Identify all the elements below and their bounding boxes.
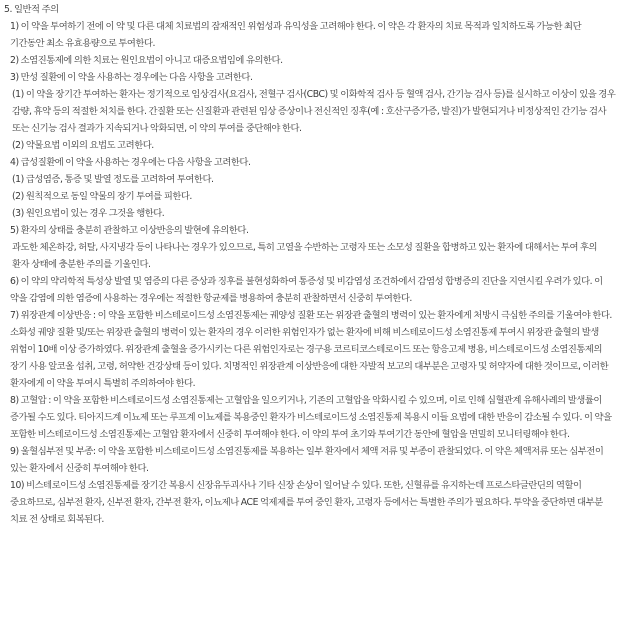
paragraph-4-1: (1) 급성염증, 통증 및 발열 정도를 고려하여 투여한다. (12, 174, 214, 185)
paragraph-4: 4) 급성질환에 이 약을 사용하는 경우에는 다음 사항을 고려한다. (10, 157, 251, 168)
paragraph-6: 6) 이 약의 약리학적 특성상 발열 및 염증의 다른 증상과 징후를 불현성화하여 통증성 및 비감염성 조건하에서 감염성 합병증의 진단을 지연시킬 우려가 있다. 이 약을 감염에 의한 염증에 사용하는 경우에는 적절한 항균제를 병용하여 충분히 관찰하면서 신중히 투여한다. (10, 276, 603, 304)
paragraph-3: 3) 만성 질환에 이 약을 사용하는 경우에는 다음 사항을 고려한다. (10, 72, 253, 83)
paragraph-9: 9) 울혈심부전 및 부종: 이 약을 포함한 비스테로이드성 소염진통제를 복용하는 일부 환자에서 체액 저류 및 부종이 관찰되었다. 이 약은 체액저류 또는 심부전이 있는 환자에서 신중히 투여해야 한다. (10, 446, 604, 474)
section-heading: 5. 일반적 주의 (4, 4, 59, 15)
paragraph-5-detail: 과도한 체온하강, 허탈, 사지냉각 등이 나타나는 경우가 있으므로, 특히 고열을 수반하는 고령자 또는 소모성 질환을 합병하고 있는 환자에 대해서는 투여 후의 환자 상태에 충분한 주의를 기울인다. (12, 242, 598, 270)
paragraph-3-2: (2) 약물요법 이외의 요법도 고려한다. (12, 140, 154, 151)
paragraph-1: 1) 이 약을 투여하기 전에 이 약 및 다른 대체 치료법의 잠재적인 위험성과 유익성을 고려해야 한다. 이 약은 각 환자의 치료 목적과 일치하도록 가능한 최단 기간동안 최소 유효용량으로 투여한다. (10, 21, 582, 49)
paragraph-4-3: (3) 원인요법이 있는 경우 그것을 행한다. (12, 208, 165, 219)
paragraph-2: 2) 소염진통제에 의한 치료는 원인요법이 아니고 대증요법임에 유의한다. (10, 55, 283, 66)
paragraph-10: 10) 비스테로이드성 소염진통제를 장기간 복용시 신장유두괴사나 기타 신장 손상이 일어날 수 있다. 또한, 신혈류를 유지하는데 프로스타글란딘의 역할이 중요하므로, 심부전 환자, 신부전 환자, 간부전 환자, 이뇨제나 ACE 억제제를 투여 중인 환자, 고령자 등에서는 특별한 주의가 필요하다. 투약을 중단하면 대부분 치료 전 상태로 회복된다. (10, 480, 603, 525)
paragraph-5: 5) 환자의 상태를 충분히 관찰하고 이상반응의 발현에 유의한다. (10, 225, 249, 236)
paragraph-4-2: (2) 원칙적으로 동일 약물의 장기 투여를 피한다. (12, 191, 192, 202)
paragraph-7: 7) 위장관계 이상반응 : 이 약을 포함한 비스테로이드성 소염진통제는 궤양성 질환 또는 위장관 출혈의 병력이 있는 환자에게 처방시 극심한 주의를 기울여야 한다. 소화성 궤양 질환 및/또는 위장관 출혈의 병력이 있는 환자의 경우 이러한 위험인자가 없는 환자에 비해 비스테로이드성 소염진통제 투여시 위장관 출혈의 발생 위험이 10배 이상 증가하였다. 위장관계 출혈을 증가시키는 다른 위험인자로는 경구용 코르티코스테로이드 또는 항응고제 병용, 비스테로이드성 소염진통제의 장기 사용 알코올 섭취, 고령, 허약한 건강상태 등이 있다. 치명적인 위장관계 이상반응에 대한 자발적 보고의 대부분은 고령자 및 허약자에 대한 것이므로, 이러한 환자에게 이 약을 투여시 특별히 주의하여야 한다. (10, 310, 612, 389)
paragraph-3-1: (1) 이 약을 장기간 투여하는 환자는 정기적으로 임상검사(요검사, 전혈구 검사(CBC) 및 이화학적 검사 등 혈액 검사, 간기능 검사 등)를 실시하고 이상이 있을 경우 감량, 휴약 등의 적절한 처치를 한다. 간질환 또는 신질환과 관련된 임상 증상이나 전신적인 징후(예 : 호산구증가증, 발진)가 발현되거나 비정상적인 간기능 검사 또는 신기능 검사 결과가 지속되거나 악화되면, 이 약의 투여를 중단해야 한다. (12, 89, 616, 134)
paragraph-8: 8) 고혈압 : 이 약을 포함한 비스테로이드성 소염진통제는 고혈압을 일으키거나, 기존의 고혈압을 악화시킬 수 있으며, 이로 인해 심혈관계 유해사례의 발생률이 증가될 수도 있다. 티아지드계 이뇨제 또는 루프계 이뇨제를 복용중인 환자가 비스테로이드성 소염진통제 복용시 이들 요법에 대한 반응이 감소될 수 있다. 이 약을 포함한 비스테로이드성 소염진통제는 고혈압 환자에서 신중히 투여해야 한다. 이 약의 투여 초기와 투여기간 동안에 혈압을 면밀히 모니터링해야 한다. (10, 395, 612, 440)
